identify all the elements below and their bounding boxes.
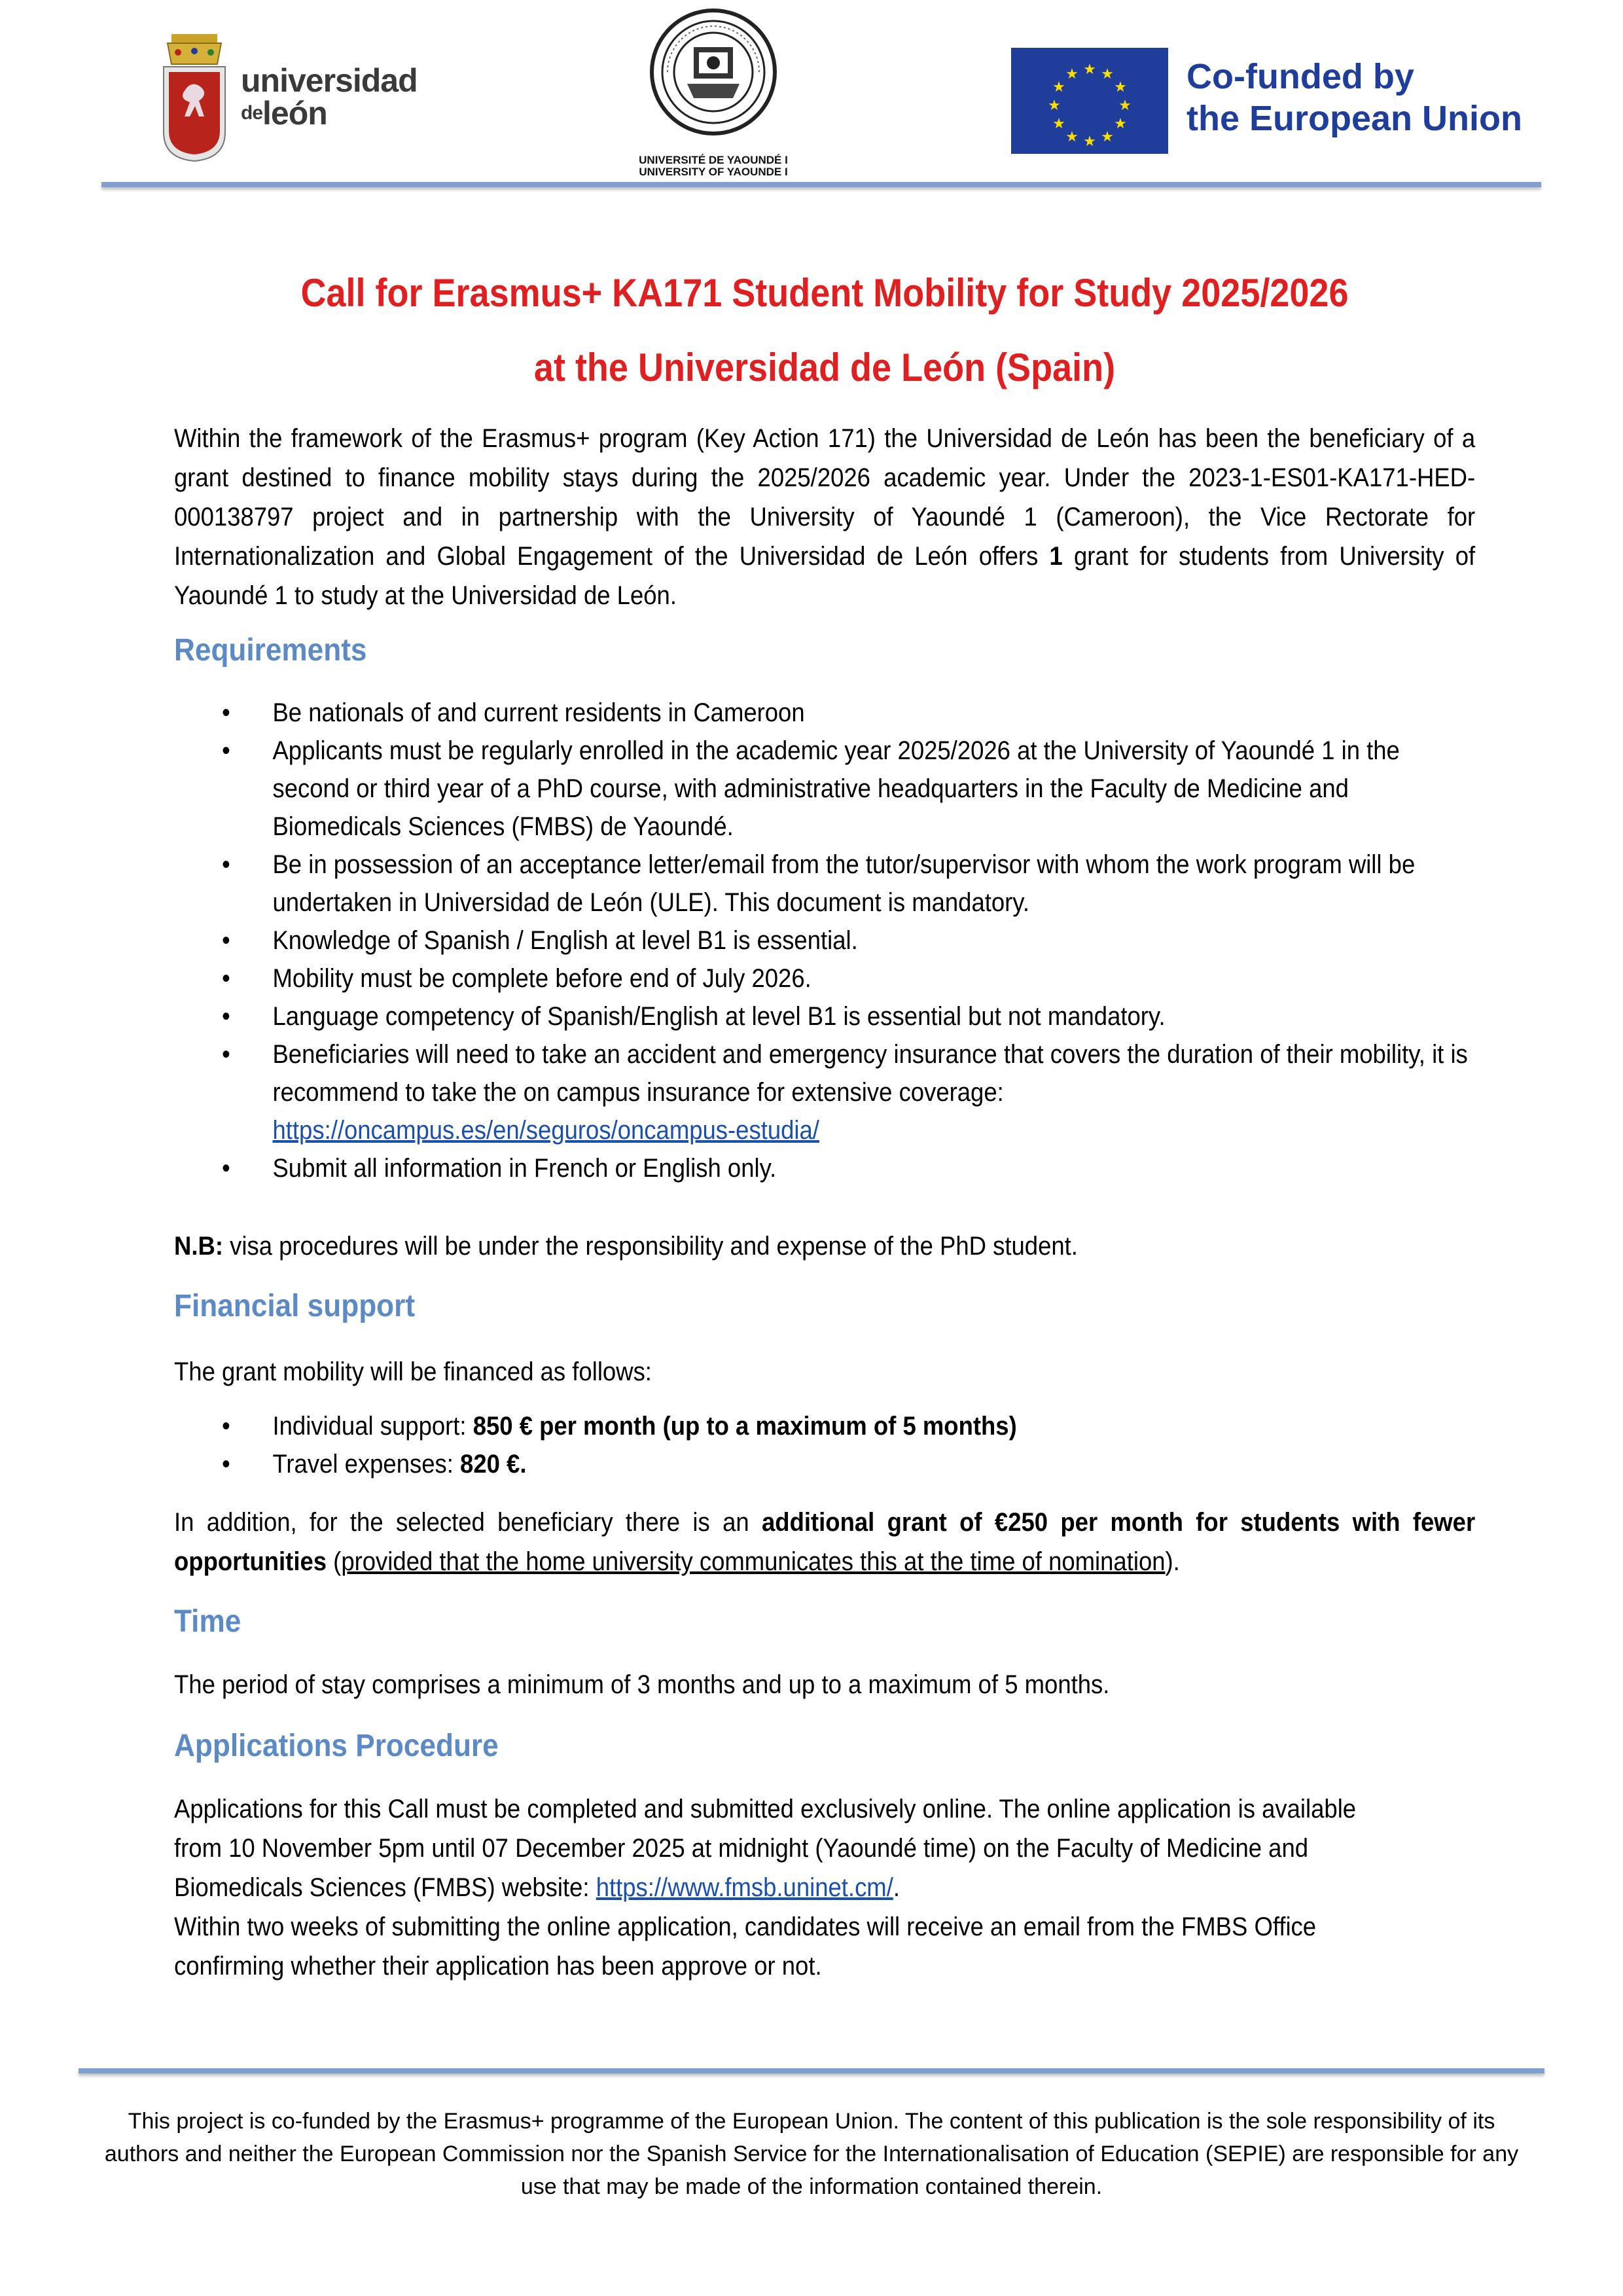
additional-grant-paragraph [174, 1503, 1475, 1581]
insurance-link[interactable]: https://oncampus.es/en/seguros/oncampus-estudia/ [272, 1116, 819, 1145]
additional-text-b: ( [327, 1547, 342, 1576]
additional-grant-bold: additional grant of €250 per month for students with fewer opportunities [174, 1508, 1476, 1576]
university-of-yaounde-logo [628, 7, 798, 183]
ule-wordmark-line1: universidad [241, 62, 418, 99]
nb-text: visa procedures will be under the responsibility and expense of the PhD student. [223, 1232, 1078, 1261]
financial-list [174, 1407, 1475, 1483]
individual-support-value: 850 € per month (up to a maximum of 5 months) [473, 1412, 1017, 1441]
ule-wordmark-line2: león [262, 95, 327, 132]
svg-text:★: ★ [1083, 134, 1096, 150]
financial-support-heading: Financial support [174, 1289, 416, 1323]
uy1-name-en: UNIVERSITY OF YAOUNDE I [639, 166, 788, 178]
svg-text:★: ★ [1114, 79, 1127, 96]
uy1-name-fr: UNIVERSITÉ DE YAOUNDÉ I [639, 154, 788, 166]
additional-text-a: In addition, for the selected beneficiary there is an [174, 1508, 762, 1537]
list-item: • Be nationals of and current residents in Cameroon [174, 694, 1475, 732]
svg-text:★: ★ [1118, 98, 1132, 114]
nb-label: N.B: [174, 1232, 223, 1261]
list-item: • Mobility must be complete before end of July 2026. [174, 960, 1475, 997]
intro-text-b: grant for students from University of Yaoundé 1 to study at the Universidad de León. [174, 542, 1476, 610]
svg-text:★: ★ [1083, 62, 1096, 78]
list-item [174, 1407, 1475, 1445]
eu-stars-icon [1011, 48, 1168, 154]
applications-procedure-heading: Applications Procedure [174, 1729, 499, 1763]
header-divider [101, 182, 1541, 187]
eu-text-line2: the European Union [1186, 99, 1522, 138]
financial-intro: The grant mobility will be financed as follows: [174, 1357, 652, 1386]
yaounde-seal-icon [648, 7, 779, 137]
insurance-text: Beneficiaries will need to take an accident and emergency insurance that covers the duration of their mobility, it is recommend to take the on campus insurance for extensive coverage: [272, 1040, 1468, 1107]
svg-text:★: ★ [1052, 79, 1065, 96]
procedure-text-b: . [893, 1873, 900, 1902]
list-item: • Be in possession of an acceptance letter/email from the tutor/supervisor with whom the work program will be undertaken in Universidad de León (ULE). This document is mandatory. [174, 846, 1475, 922]
nb-note [174, 1227, 1475, 1266]
additional-text-c: ). [1165, 1547, 1180, 1576]
svg-text:★: ★ [1101, 66, 1114, 82]
procedure-text-c: Within two weeks of submitting the online application, candidates will receive an email from the FMBS Office confirming whether their application has been approve or not. [174, 1912, 1317, 1981]
time-text: The period of stay comprises a minimum of 3 months and up to a maximum of 5 months. [174, 1670, 1110, 1699]
universidad-de-leon-logo [158, 34, 433, 165]
svg-text:★: ★ [1065, 66, 1079, 82]
individual-support-label: Individual support: [272, 1412, 473, 1441]
fmbs-website-link[interactable]: https://www.fmsb.uninet.cm/ [596, 1873, 893, 1902]
nomination-condition: provided that the home university communicates this at the time of nomination [341, 1547, 1166, 1576]
footer-divider [79, 2068, 1544, 2073]
ule-wordmark [241, 64, 418, 130]
requirements-list [174, 694, 1475, 1187]
list-item: • Applicants must be regularly enrolled in the academic year 2025/2026 at the University of Yaoundé 1 in the second or third year of a PhD course, with administrative headquarters in the Faculty de Medicine and Biomedicals Sciences (FMBS) de Yaoundé. [174, 732, 1475, 846]
list-item [174, 1445, 1475, 1483]
intro-paragraph [174, 419, 1475, 615]
svg-text:★: ★ [1114, 116, 1127, 132]
svg-text:★: ★ [1052, 116, 1065, 132]
list-item: • Submit all information in French or English only. [174, 1149, 1475, 1187]
eu-cofunded-logo [1011, 48, 1535, 156]
call-title-line1: Call for Erasmus+ KA171 Student Mobility for Study 2025/2026 [300, 271, 1349, 315]
travel-expenses-value: 820 €. [460, 1450, 527, 1479]
intro-text-a: Within the framework of the Erasmus+ program (Key Action 171) the Universidad de León has been the beneficiary of a grant destined to finance mobility stays during the 2025/2026 academic year. Under the 2023-1-ES01-KA171-HED-000138797 project and in partnership with the University of Yaoundé 1 (Cameroon), the Vice Rectorate for Internationalization and Global Engagement of the Universidad de León offers [174, 424, 1476, 571]
grant-count: 1 [1049, 542, 1063, 571]
ule-wordmark-de: de [241, 102, 263, 124]
list-item: • Language competency of Spanish/English at level B1 is essential but not mandatory. [174, 997, 1475, 1035]
eu-flag-icon [1011, 48, 1168, 154]
svg-text:★: ★ [1065, 129, 1079, 145]
eu-text-line1: Co-funded by [1186, 57, 1414, 96]
requirements-heading: Requirements [174, 633, 367, 668]
time-heading: Time [174, 1604, 241, 1639]
svg-text:★: ★ [1048, 98, 1061, 114]
list-item [174, 1035, 1475, 1149]
ule-shield-icon [158, 34, 230, 162]
svg-text:★: ★ [1101, 129, 1114, 145]
procedure-text-a: Applications for this Call must be completed and submitted exclusively online. The online application is available from 10 November 5pm until 07 December 2025 at midnight (Yaoundé time) on the Faculty of Medicine and Biomedicals Sciences (FMBS) website: [174, 1795, 1357, 1902]
footer-disclaimer: This project is co-funded by the Erasmus+ programme of the European Union. The content of this publication is the sole responsibility of its authors and neither the European Commission nor the Spanish Service for the Internationalisation of Education (SEPIE) are responsible for any use that may be made of the information contained therein. [104, 2109, 1519, 2199]
list-item: • Knowledge of Spanish / English at level B1 is essential. [174, 922, 1475, 960]
travel-expenses-label: Travel expenses: [272, 1450, 461, 1479]
procedure-paragraph [174, 1789, 1391, 1986]
call-title-line2: at the Universidad de León (Spain) [533, 346, 1116, 389]
